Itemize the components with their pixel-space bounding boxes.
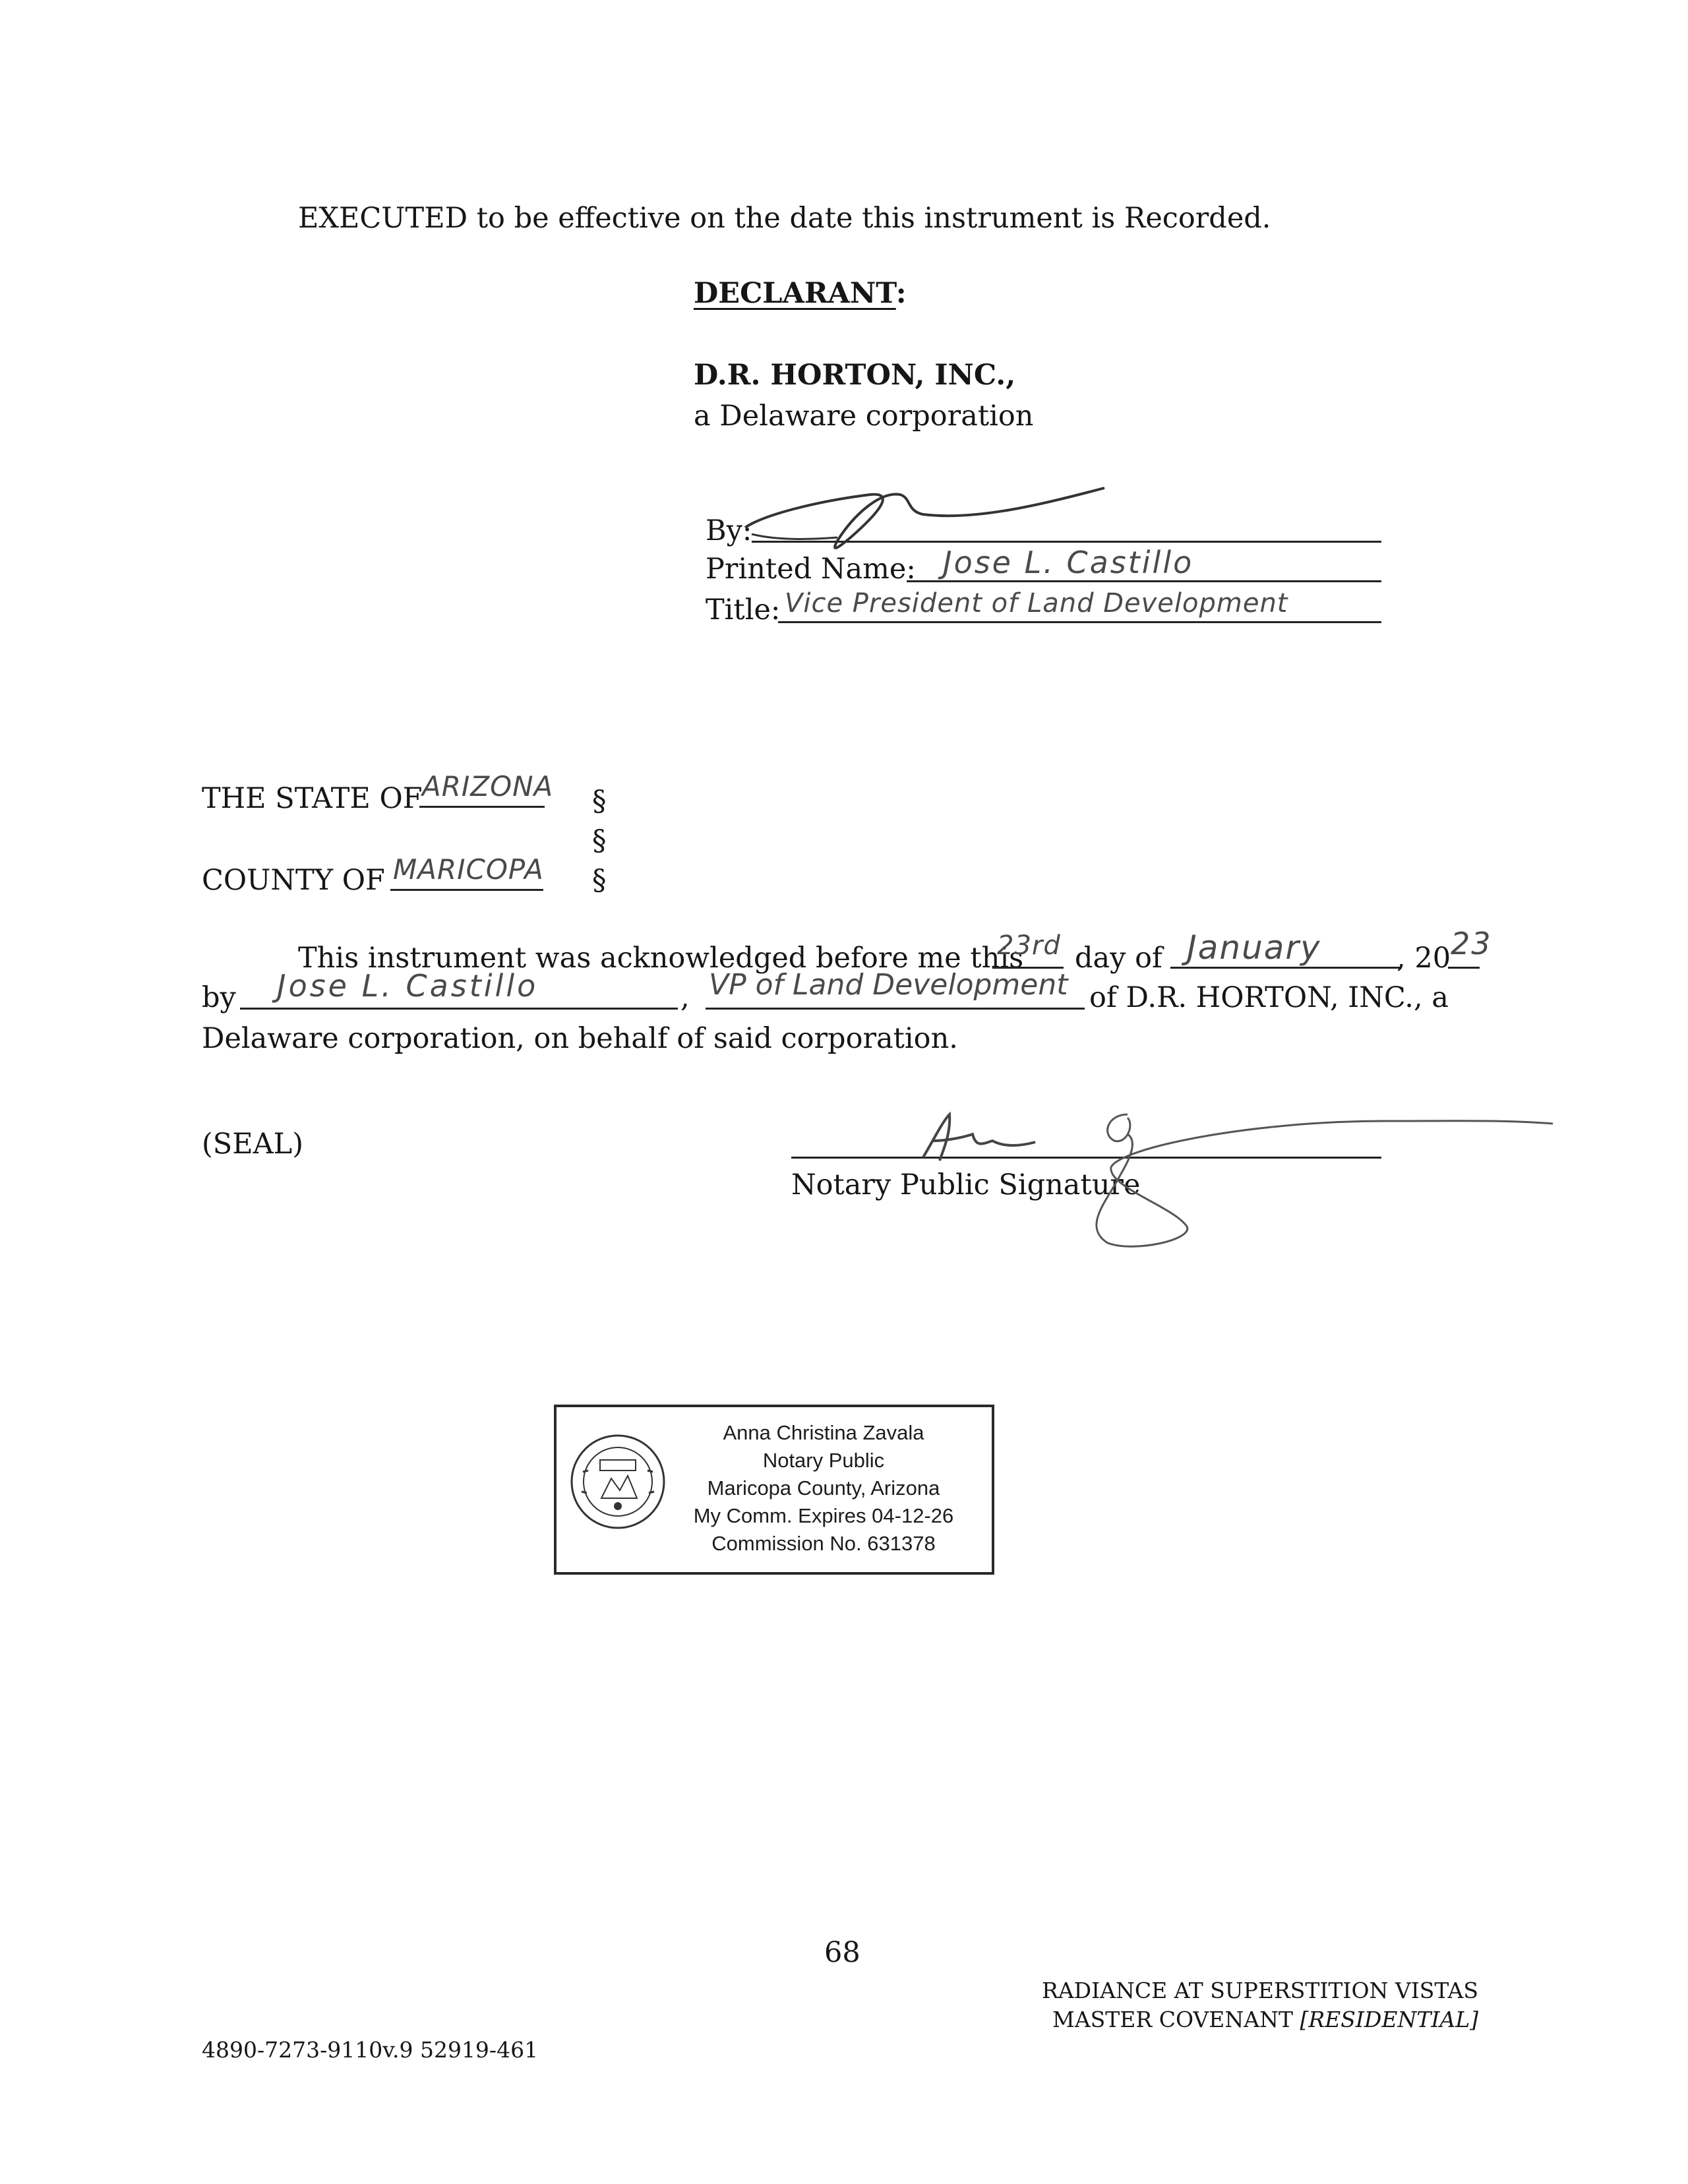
stamp-line-name: Anna Christina Zavala	[723, 1421, 924, 1444]
page-number: 68	[824, 1936, 860, 1969]
stamp-line-commission: Commission No. 631378	[711, 1532, 936, 1555]
footer-title-line-2-text: MASTER COVENANT	[1052, 2007, 1293, 2032]
declarant-company-type: a Delaware corporation	[694, 400, 1034, 433]
section-mark-1: §	[592, 785, 607, 818]
printed-name-value: Jose L. Castillo	[943, 545, 1194, 580]
notary-stamp-text	[665, 1419, 982, 1558]
ack-year-line	[1448, 967, 1480, 969]
section-mark-3: §	[592, 864, 607, 897]
notary-stamp	[554, 1405, 994, 1575]
ack-year-value: 23	[1451, 926, 1492, 961]
ack-text-3: , 20	[1397, 942, 1451, 975]
ack-text-4: of D.R. HORTON, INC., a	[1089, 981, 1449, 1014]
ack-text-2: day of	[1075, 942, 1162, 975]
section-mark-2: §	[592, 824, 607, 857]
footer-title-line-2-italic: [RESIDENTIAL]	[1300, 2007, 1478, 2032]
state-value: ARIZONA	[422, 770, 554, 803]
declarant-company: D.R. HORTON, INC.,	[694, 359, 1016, 392]
footer-title-line-1: RADIANCE AT SUPERSTITION VISTAS	[1041, 1978, 1478, 2003]
declarant-heading-text: DECLARANT	[694, 277, 896, 310]
state-line	[419, 806, 545, 808]
executed-statement: EXECUTED to be effective on the date this instrument is Recorded.	[298, 202, 1271, 235]
ack-title-value: VP of Land Development	[709, 968, 1068, 1002]
ack-day-value: 23rd	[997, 930, 1061, 961]
by-label: By:	[706, 514, 752, 547]
printed-name-label: Printed Name:	[706, 553, 916, 586]
ack-by-label: by	[202, 981, 236, 1014]
printed-name-line	[907, 580, 1381, 582]
ack-month-line	[1170, 967, 1401, 969]
state-label: THE STATE OF	[202, 782, 423, 815]
document-id: 4890-7273-9110v.9 52919-461	[202, 2037, 539, 2063]
declarant-heading	[694, 277, 907, 310]
ack-name-value: Jose L. Castillo	[277, 968, 539, 1004]
stamp-line-county: Maricopa County, Arizona	[707, 1476, 940, 1500]
notary-signature-label: Notary Public Signature	[791, 1168, 1141, 1201]
ack-name-line	[240, 1008, 678, 1010]
title-value: Vice President of Land Development	[785, 588, 1288, 619]
ack-title-line	[706, 1008, 1085, 1010]
county-value: MARICOPA	[393, 853, 544, 886]
declarant-heading-colon: :	[895, 277, 907, 310]
stamp-line-expires: My Comm. Expires 04-12-26	[693, 1504, 954, 1527]
notary-signature-image	[910, 1095, 1556, 1266]
footer-title-line-2	[1052, 2009, 1478, 2030]
ack-month-value: January	[1187, 928, 1321, 967]
arizona-seal-icon	[568, 1432, 667, 1531]
county-label: COUNTY OF	[202, 864, 385, 897]
county-line	[390, 889, 543, 891]
stamp-line-title: Notary Public	[762, 1449, 885, 1472]
ack-text-5: Delaware corporation, on behalf of said corporation.	[202, 1022, 958, 1055]
ack-text-1: This instrument was acknowledged before me this	[298, 942, 1024, 975]
title-label: Title:	[706, 593, 781, 626]
ack-comma: ,	[680, 981, 690, 1014]
title-line	[778, 621, 1381, 623]
seal-label: (SEAL)	[202, 1128, 304, 1161]
